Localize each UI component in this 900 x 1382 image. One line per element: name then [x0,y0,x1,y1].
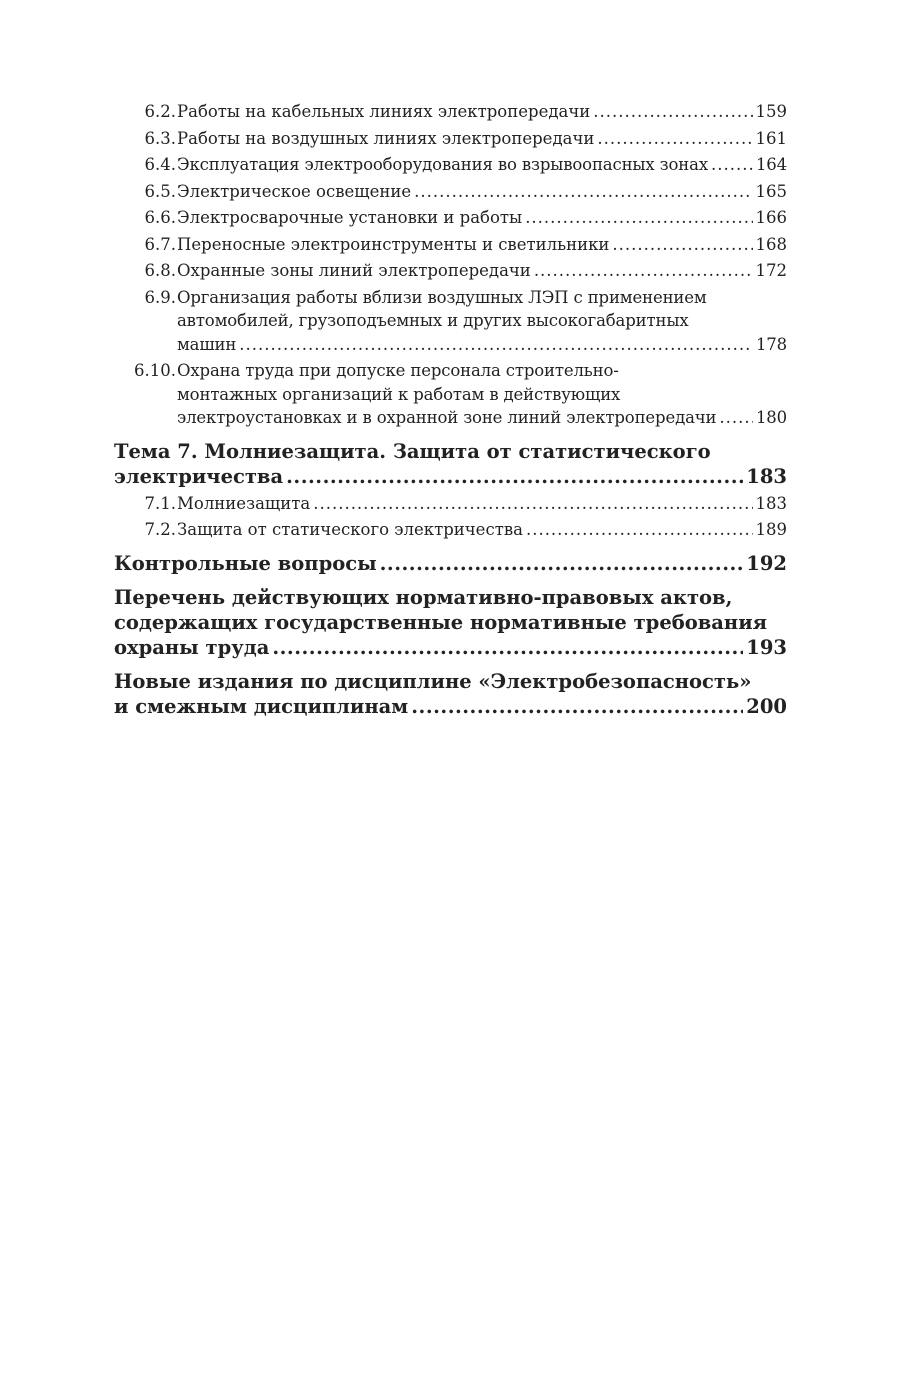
page-number: 192 [746,551,787,575]
entry-title: Эксплуатация электрооборудования во взрывоопасных зонах [177,155,708,174]
entry-title: Переносные электроинструменты и светильники [177,234,610,254]
entry-title: Охранные зоны линий электропередачи [177,261,531,280]
dot-leader [526,518,753,542]
section-title: охраны труда [114,635,270,659]
toc-topic-7[interactable] [114,439,787,489]
page-number: 172 [755,261,787,280]
entry-title: электроустановках и в охранной зоне линий электропередачи [177,408,717,427]
dot-leader [612,233,752,257]
entry-title: машин [177,334,237,354]
entry-number: 6.4. [144,155,176,174]
dot-leader [313,492,752,516]
page-number: 165 [755,181,787,201]
page-number: 178 [755,334,787,354]
toc-entry-7-2[interactable] [114,518,787,542]
entry-number: 6.5. [144,181,176,201]
dot-leader [239,333,753,357]
entry-number: 7.1. [144,493,176,513]
entry-number: 6.7. [144,234,176,254]
entry-title: Работы на воздушных линиях электропередачи [177,128,595,148]
dot-leader [411,694,743,719]
entry-title: Защита от статического электричества [177,520,523,539]
dot-leader [380,551,744,576]
dot-leader [534,259,753,283]
entry-title: Работы на кабельных линиях электропередачи [177,102,591,121]
entry-title: Молниезащита [177,493,311,513]
toc-entry-6-10[interactable] [114,359,787,430]
section-title-line: Новые издания по дисциплине «Электробезопасность» [114,669,752,693]
page-number: 168 [755,234,787,254]
entry-title-line: Охрана труда при допуске персонала строительно- [177,361,619,380]
page-number: 189 [755,520,787,539]
page-number: 183 [755,493,787,513]
entry-title: Электрическое освещение [177,181,412,201]
table-of-contents [114,100,787,722]
dot-leader [593,100,752,124]
section-title: Контрольные вопросы [114,551,377,575]
entry-number: 6.3. [144,128,176,148]
dot-leader [286,464,743,489]
section-title-line: Перечень действующих нормативно-правовых актов, [114,585,733,609]
dot-leader [711,153,753,177]
toc-entry-6-6[interactable] [114,206,787,230]
page-number: 193 [746,635,787,659]
entry-number: 6.2. [144,102,176,121]
page-number: 180 [755,408,787,427]
toc-entry-6-4[interactable] [114,153,787,177]
toc-entry-6-5[interactable] [114,180,787,204]
entry-title-line: монтажных организаций к работам в действующих [177,384,621,404]
toc-entry-6-9[interactable] [114,286,787,357]
entry-number: 6.10. [134,361,176,380]
toc-entry-6-7[interactable] [114,233,787,257]
entry-title: Электросварочные установки и работы [177,208,523,227]
entry-number: 6.8. [144,261,176,280]
page-number: 159 [755,102,787,121]
toc-entry-7-1[interactable] [114,492,787,516]
entry-number: 6.9. [144,287,176,307]
section-title-line: содержащих государственные нормативные требования [114,610,768,634]
toc-questions[interactable] [114,551,787,576]
topic-title-line: Тема 7. Молниезащита. Защита от статистического [114,439,711,463]
toc-acts[interactable] [114,585,787,660]
toc-entry-6-8[interactable] [114,259,787,283]
section-title: и смежным дисциплинам [114,694,409,718]
toc-entry-6-2[interactable] [114,100,787,124]
page-number: 166 [755,208,787,227]
dot-leader [597,127,752,151]
entry-number: 6.6. [144,208,176,227]
dot-leader [719,406,753,430]
entry-number: 7.2. [144,520,176,539]
page-number: 164 [755,155,787,174]
page-number: 183 [746,464,787,488]
topic-title: электричества [114,464,284,488]
page-number: 161 [755,128,787,148]
dot-leader [414,180,752,204]
entry-title-line: автомобилей, грузоподъемных и других высокогабаритных [177,311,689,330]
dot-leader [525,206,752,230]
toc-entry-6-3[interactable] [114,127,787,151]
entry-title-line: Организация работы вблизи воздушных ЛЭП с применением [177,287,707,307]
dot-leader [272,635,743,660]
toc-editions[interactable] [114,669,787,719]
page-number: 200 [746,694,787,718]
